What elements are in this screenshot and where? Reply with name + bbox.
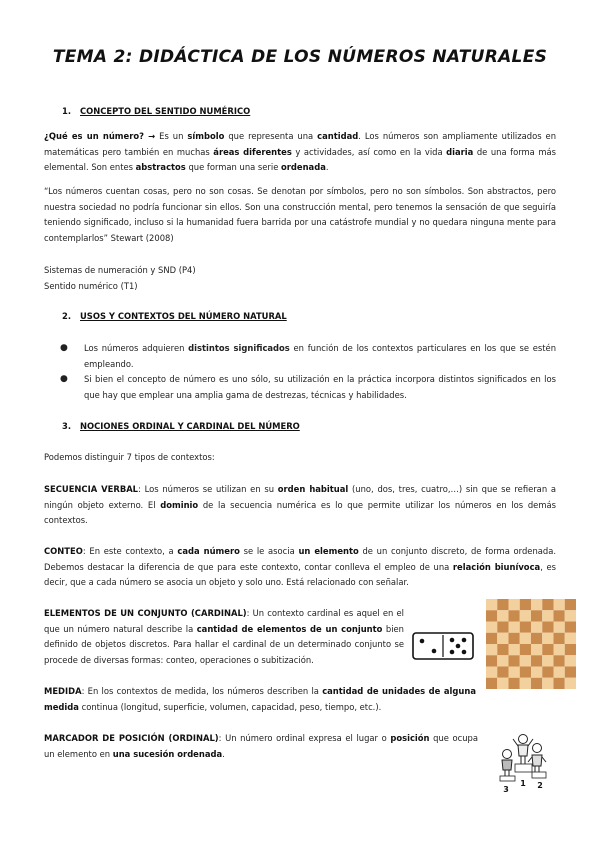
domino-image <box>412 632 474 660</box>
bold-run: cantidad de elementos de un conjunto <box>196 623 383 634</box>
chess-square <box>509 655 520 666</box>
text-run: . <box>222 748 225 759</box>
chess-square <box>509 610 520 621</box>
chess-square <box>565 610 576 621</box>
bold-run: relación biunívoca <box>452 561 541 572</box>
chess-square <box>565 622 576 633</box>
text-run: de la secuencia numérica es lo que permite utilizar los números en los demás contextos. <box>44 499 556 526</box>
chess-square <box>554 599 565 610</box>
bold-run: cantidad de unidades de alguna medida <box>44 686 476 712</box>
context-label: SECUENCIA VERBAL <box>44 484 139 494</box>
chess-square <box>486 633 497 644</box>
question-text: ¿Qué es un número? → <box>44 131 156 141</box>
chess-square <box>486 667 497 678</box>
chess-square <box>531 610 542 621</box>
bold-run: diaria <box>446 146 474 157</box>
chess-square <box>486 678 497 689</box>
chess-square <box>520 655 531 666</box>
chess-square <box>509 667 520 678</box>
context-label: MEDIDA <box>44 686 82 696</box>
chess-square <box>486 610 497 621</box>
bullet-icon: ● <box>60 374 68 385</box>
chess-square <box>497 655 508 666</box>
chess-square <box>520 667 531 678</box>
text-run: de un conjunto discreto, de forma ordenada. Debemos destacar la diferencia de que para este contexto, contar conlleva el empleo de una <box>44 546 556 572</box>
chess-square <box>497 678 508 689</box>
section-title: USOS Y CONTEXTOS DEL NÚMERO NATURAL <box>80 311 287 321</box>
section-title: CONCEPTO DEL SENTIDO NUMÉRICO <box>80 106 251 116</box>
podium-label-1: 1 <box>520 779 526 788</box>
context-label: MARCADOR DE POSICIÓN (ORDINAL) <box>44 733 219 743</box>
chess-square <box>497 610 508 621</box>
chess-square <box>565 655 576 666</box>
text-run: : Los números se utilizan en su <box>138 484 278 494</box>
bold-run: orden habitual <box>277 484 349 494</box>
section-heading-2 <box>62 311 287 321</box>
verbal-sequence-paragraph <box>44 482 556 529</box>
text-run: , es decir, que a cada número se asocia un objeto y solo uno. Está relacionado con señalar. <box>44 561 556 588</box>
chess-square <box>565 667 576 678</box>
number-definition-paragraph <box>44 129 556 176</box>
bold-run: abstractos <box>135 162 186 173</box>
text-run: bien definido de objetos discretos. Para hallar el cardinal de un determinado conjunto se procede de diversas formas: conteo, operaciones o subitización. <box>44 623 404 665</box>
bullet-icon: ● <box>60 343 68 353</box>
chess-square <box>542 678 553 689</box>
chess-square <box>520 644 531 655</box>
text-run: . Los números son ampliamente utilizados en matemáticas pero también en muchas <box>44 131 557 157</box>
cardinal-paragraph <box>44 606 404 668</box>
chess-square <box>509 644 520 655</box>
text-run: Es un <box>155 131 188 141</box>
bold-run: un elemento <box>298 546 359 556</box>
chess-square <box>497 633 508 644</box>
chess-square <box>554 667 565 678</box>
ordinal-paragraph <box>44 731 478 762</box>
text-run: . <box>325 162 329 173</box>
podium-label-3: 3 <box>503 785 509 794</box>
section-heading-3 <box>62 421 300 431</box>
chess-square <box>520 610 531 621</box>
chess-square <box>486 599 497 610</box>
chess-square <box>554 633 565 644</box>
chess-square <box>542 667 553 678</box>
text-run: (uno, dos, tres, cuatro,…) sin que se refieran a ningún objeto externo. El <box>44 484 557 510</box>
chess-square <box>554 622 565 633</box>
list-item <box>60 341 556 372</box>
chess-square <box>497 622 508 633</box>
text-run: : Un número ordinal expresa el lugar o <box>218 733 391 743</box>
bold-run: cantidad <box>317 131 359 141</box>
text-run: se le asocia <box>239 546 299 556</box>
list-item <box>60 372 556 403</box>
chess-square <box>509 599 520 610</box>
chess-square <box>497 644 508 655</box>
section-number: 3. <box>62 421 72 431</box>
text-run: que ocupa un elemento en <box>44 733 479 759</box>
bold-run: áreas diferentes <box>213 146 292 157</box>
chess-square <box>486 644 497 655</box>
text-run: que representa una <box>224 131 318 141</box>
reference-line-2: Sentido numérico (T1) <box>44 281 138 291</box>
chess-square <box>542 622 553 633</box>
document-title: TEMA 2: DIDÁCTICA DE LOS NÚMEROS NATURALES <box>52 47 548 67</box>
context-label: CONTEO <box>44 546 83 556</box>
text-run: que forman una serie <box>185 162 282 173</box>
chess-square <box>520 599 531 610</box>
text-run: : En los contextos de medida, los números describen la <box>81 686 323 696</box>
chess-square <box>542 655 553 666</box>
bold-run: cada número <box>177 546 240 556</box>
bold-run: símbolo <box>187 131 225 141</box>
chess-square <box>531 622 542 633</box>
chess-square <box>509 678 520 689</box>
chess-square <box>531 678 542 689</box>
text-run: Los números adquieren <box>84 343 189 353</box>
text-run: en función de los contextos particulares en los que se estén empleando. <box>84 343 557 369</box>
section-title: NOCIONES ORDINAL Y CARDINAL DEL NÚMERO <box>80 421 300 431</box>
chess-square <box>486 622 497 633</box>
chess-square <box>542 610 553 621</box>
podium-image <box>495 732 557 794</box>
text-run: y actividades, así como en la vida <box>291 146 447 157</box>
text-run: continua (longitud, superficie, volumen, capacidad, peso, tiempo, etc.). <box>78 701 382 712</box>
counting-paragraph <box>44 544 556 591</box>
bold-run: posición <box>390 733 430 743</box>
bold-run: dominio <box>160 499 199 510</box>
chess-square <box>531 633 542 644</box>
bold-run: distintos significados <box>188 343 290 353</box>
reference-line-1: Sistemas de numeración y SND (P4) <box>44 265 196 275</box>
text-run: : Un contexto cardinal es aquel en el que un número natural describe la <box>44 608 405 634</box>
chess-square <box>565 599 576 610</box>
contexts-intro: Podemos distinguir 7 tipos de contextos: <box>44 452 215 462</box>
bold-run: ordenada <box>281 162 326 173</box>
section-heading-1 <box>62 106 250 116</box>
stewart-quote: “Los números cuentan cosas, pero no son cosas. Se denotan por símbolos, pero no son símbolos. Son abstractos, pero nuestra sociedad no podría funcionar sin ellos. Son una construcción mental, pero tenemos la sensación de que seguiría teniendo significado, incluso si la humanidad fuera barrida por una catástrofe mundial y no quedara ninguna mente para contemplarlos” Stewart (2008) <box>44 186 556 243</box>
chess-square <box>531 644 542 655</box>
text-run: Si bien el concepto de número es uno sólo, su utilización en la práctica incorpora distintos significados en los que hay que emplear una amplia gama de destrezas, técnicas y habilidades. <box>84 374 556 400</box>
chess-square <box>542 644 553 655</box>
podium-figure-3rd <box>502 750 512 777</box>
chess-square <box>531 655 542 666</box>
chess-square <box>509 622 520 633</box>
chess-square <box>565 644 576 655</box>
chess-square <box>497 667 508 678</box>
chess-square <box>554 655 565 666</box>
chess-square <box>554 678 565 689</box>
chess-square <box>486 655 497 666</box>
context-label: ELEMENTOS DE UN CONJUNTO (CARDINAL) <box>44 608 247 618</box>
uses-bullet-list <box>60 341 556 403</box>
chess-square <box>520 678 531 689</box>
podium-label-2: 2 <box>537 781 543 790</box>
chess-square <box>542 599 553 610</box>
section-number: 1. <box>62 106 72 116</box>
chess-square <box>554 644 565 655</box>
chess-square <box>554 610 565 621</box>
chess-square <box>565 678 576 689</box>
text-run: de una forma más elemental. Son entes <box>44 146 557 173</box>
chess-square <box>520 622 531 633</box>
chess-square <box>531 667 542 678</box>
text-run: : En este contexto, a <box>82 546 178 556</box>
chess-square <box>542 633 553 644</box>
chess-square <box>509 633 520 644</box>
chess-square <box>520 633 531 644</box>
chess-square <box>531 599 542 610</box>
chess-square <box>497 599 508 610</box>
section-number: 2. <box>62 311 72 321</box>
chessboard-image <box>486 599 576 689</box>
chess-square <box>565 633 576 644</box>
measure-paragraph <box>44 684 476 715</box>
bold-run: una sucesión ordenada <box>112 748 223 759</box>
